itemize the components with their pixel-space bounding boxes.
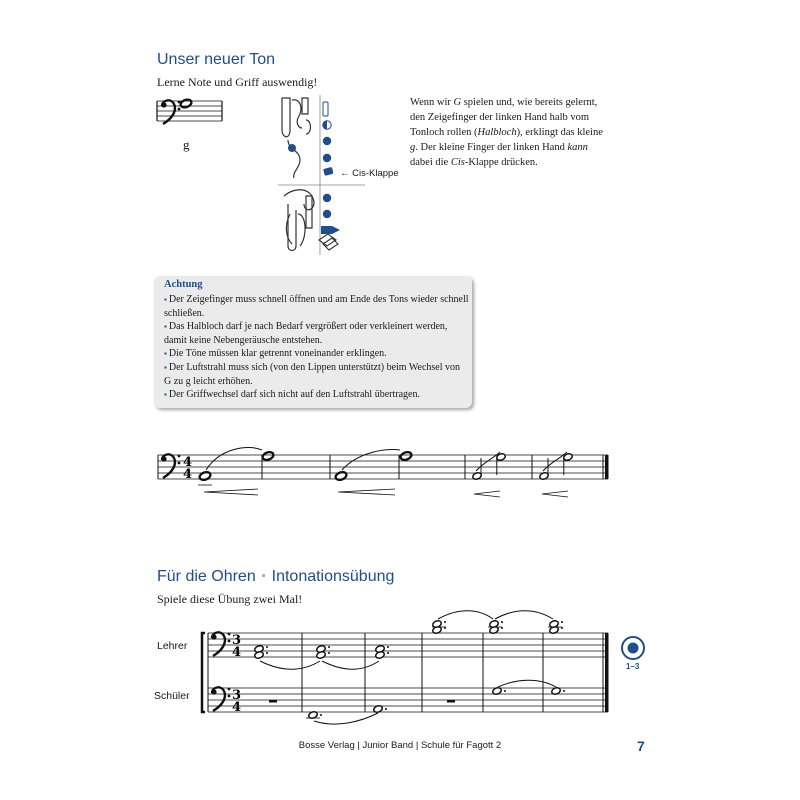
note-name-label: g <box>183 137 190 152</box>
explanation-run: g <box>410 142 416 153</box>
explanation-run: Cis <box>450 157 465 168</box>
list-item: ▪ Der Luftstrahl muss sich (von den Lippen unterstützt) beim Wechsel von G zu g leicht erhöhen. <box>164 361 469 388</box>
ts-top-numerator: 3 <box>232 633 242 648</box>
page-number: 7 <box>637 738 645 754</box>
explanation-run: . Der kleine Finger der linken Hand <box>415 142 568 153</box>
explanation-run: ), erklingt das kleine <box>516 127 603 138</box>
explanation-run: kann <box>567 142 588 153</box>
heading-part-2: Intonationsübung <box>271 568 395 585</box>
student-notes <box>269 687 565 720</box>
slurs <box>206 447 567 471</box>
time-signature-numerator: 4 <box>183 455 193 470</box>
note-example-staff <box>157 98 222 124</box>
explanation-run: spielen und, wie bereits gelernt, den Zeigefinger der linken Hand halb vom Tonloch rollen ( <box>410 97 598 138</box>
exercise-instruction: Spiele diese Übung zwei Mal! <box>157 592 303 606</box>
ts-bottom-denominator: 4 <box>232 700 242 715</box>
staff-label-student: Schüler <box>154 690 190 702</box>
ts-bottom-numerator: 3 <box>232 688 242 703</box>
exercise-system-2 <box>202 611 609 724</box>
crescendo-marks <box>204 489 568 497</box>
heading-part-1: Für die Ohren <box>157 568 256 585</box>
list-item: ▪ Der Zeigefinger muss schnell öffnen und am Ende des Tons wieder schnell schließen. <box>164 293 469 320</box>
list-item: ▪ Die Töne müssen klar getrennt voneinander erklingen. <box>164 347 469 361</box>
student-slurs <box>314 680 556 724</box>
teacher-notes <box>254 620 563 660</box>
page-footer: Bosse Verlag | Junior Band | Schule für Fagott 2 <box>298 740 502 751</box>
thumb-keys-lower <box>284 190 314 251</box>
achtung-title: Achtung <box>164 279 203 290</box>
explanation-run: G <box>453 97 462 108</box>
section-subtitle: Lerne Note und Griff auswendig! <box>157 75 318 89</box>
explanation-run: -Klappe drücken. <box>464 157 538 168</box>
notes <box>198 451 573 485</box>
fingering-chart <box>278 95 365 255</box>
audio-track-label: 1–3 <box>626 662 640 671</box>
teacher-ties <box>260 611 553 670</box>
explanation-run: dabei die <box>410 157 451 168</box>
time-signature-denominator: 4 <box>183 467 193 482</box>
explanation-run: Halbloch <box>477 127 517 138</box>
thumb-keys-upper <box>282 98 311 178</box>
ts-top-denominator: 4 <box>232 645 242 660</box>
staff-label-teacher: Lehrer <box>157 640 188 652</box>
section-heading: Unser neuer Ton <box>157 51 275 68</box>
heading-separator: ▪ <box>261 570 266 582</box>
list-item: ▪ Das Halbloch darf je nach Bedarf vergrößert oder verkleinert werden, damit keine Nebengeräusche entstehen. <box>164 320 469 347</box>
exercise-staff-1 <box>158 447 609 497</box>
explanation-run: Wenn wir <box>410 97 454 108</box>
audio-track-icon <box>622 637 644 659</box>
cis-key-label: ← Cis-Klappe <box>340 168 399 179</box>
list-item: ▪ Der Griffwechsel darf sich nicht auf den Luftstrahl übertragen. <box>164 388 469 402</box>
